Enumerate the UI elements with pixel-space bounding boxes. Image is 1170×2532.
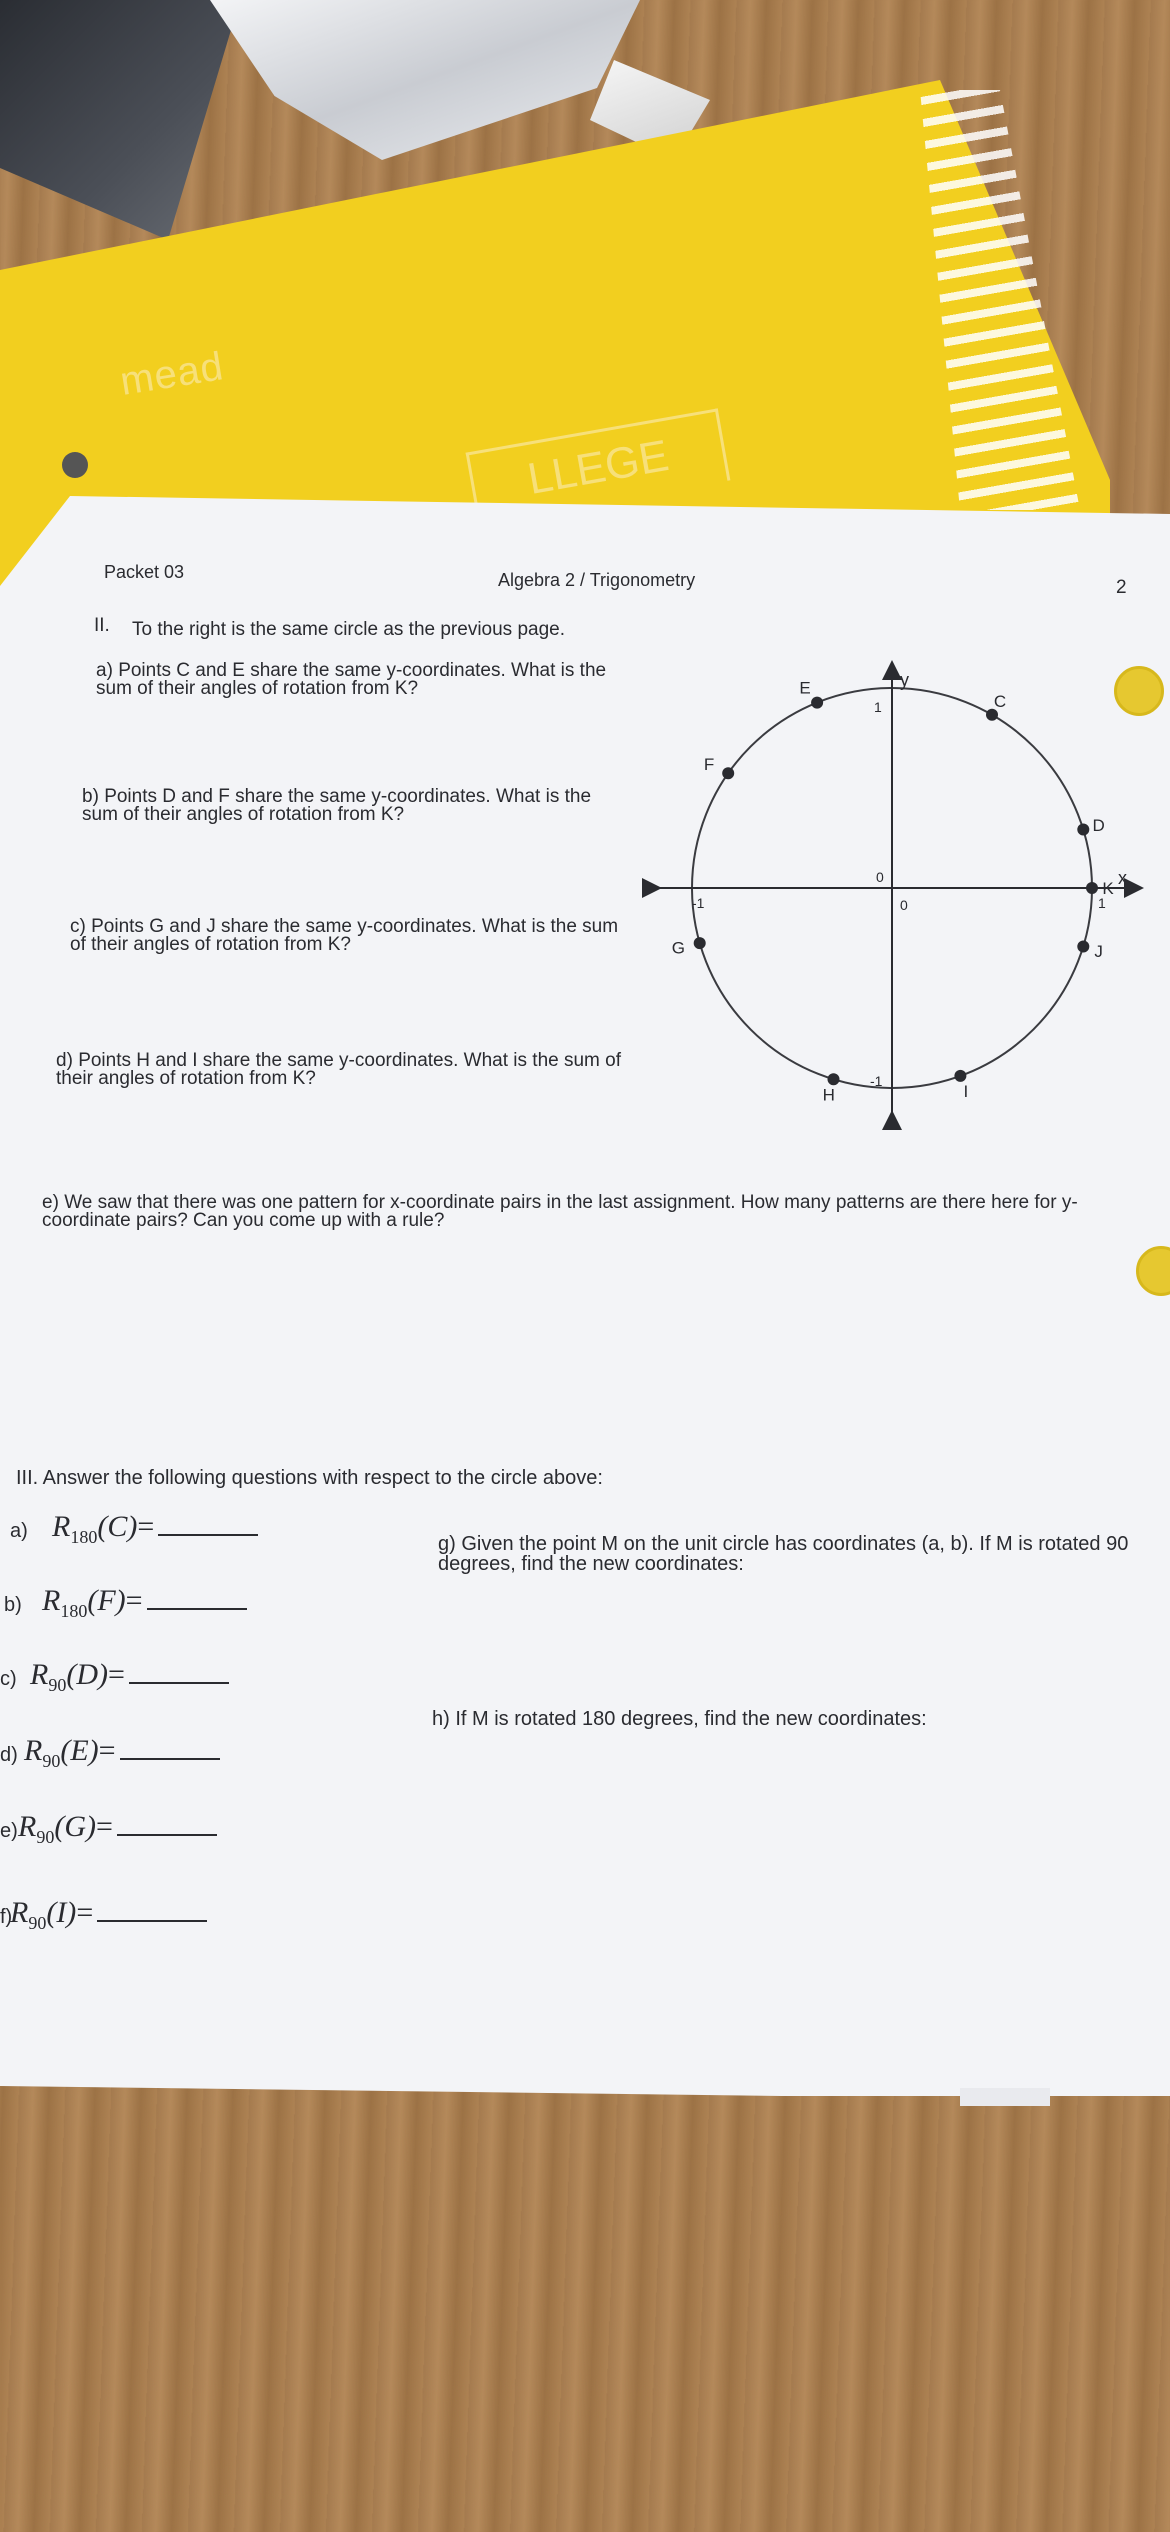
question-e [42,1194,1122,1230]
rotation-symbol: R [42,1584,61,1617]
equals-sign: = [137,1510,155,1543]
tick-pos-y: 1 [874,699,882,715]
rotation-angle: 180 [70,1527,98,1547]
point-d-label: D [1092,815,1105,835]
equals-sign: = [76,1896,94,1929]
rotation-expression [52,1510,258,1548]
answer-blank[interactable] [120,1756,220,1760]
equals-sign: = [107,1658,125,1691]
origin-label: 0 [900,897,908,913]
crumpled-paper [210,0,640,160]
question-text: We saw that there was one pattern for x-coordinate pairs in the last assignment. How many patterns are there here for y-coordinate pairs? Can you come up with a rule? [42,1192,1078,1231]
rotation-symbol: R [30,1658,49,1691]
rotation-expression [18,1810,217,1848]
rotation-point: (D) [66,1658,108,1691]
dark-object [0,0,240,240]
question-label: b) [82,786,99,807]
question-c [70,918,630,954]
rotation-symbol: R [24,1734,43,1767]
question-h: h) If M is rotated 180 degrees, find the new coordinates: [432,1708,927,1730]
rotation-symbol: R [10,1896,29,1929]
answer-blank[interactable] [147,1606,247,1610]
point-d-marker [1077,824,1089,836]
point-f-marker [722,767,734,779]
course-title: Algebra 2 / Trigonometry [498,570,696,590]
section-two-intro: To the right is the same circle as the previous page. [132,619,566,640]
answer-blank[interactable] [97,1918,207,1922]
packet-label: Packet 03 [104,562,185,582]
rotation-expression [24,1734,220,1772]
point-i-marker [954,1070,966,1082]
tick-neg-x: -1 [692,895,705,911]
point-j-label: J [1094,942,1103,962]
rotation-angle: 90 [42,1751,61,1771]
rotation-label: b) [4,1594,22,1616]
section-three-heading: III. Answer the following questions with respect to the circle above: [16,1467,603,1489]
point-e-label: E [799,678,811,698]
rotation-point: (I) [46,1896,77,1929]
rotation-label: a) [10,1520,28,1542]
tick-pos-x: 1 [1098,895,1106,911]
x-axis-label: x [1118,868,1127,888]
notebook-brand-logo: mead [117,344,227,404]
rotation-point: (G) [54,1810,96,1843]
question-label: c) [70,916,86,937]
rotation-angle: 90 [28,1913,47,1933]
point-g-label: G [671,938,686,958]
question-text: Points C and E share the same y-coordinates. What is the sum of their angles of rotation from K? [96,660,607,699]
rotation-angle: 180 [60,1601,88,1621]
answer-blank[interactable] [158,1532,258,1536]
origin-label: 0 [876,869,884,885]
point-i-label: I [963,1082,969,1101]
rotation-label: f) [0,1906,13,1928]
rotation-symbol: R [18,1810,37,1843]
point-c-label: C [993,691,1007,711]
point-k-label: K [1102,879,1114,898]
question-text: Points H and I share the same y-coordinates. What is the sum of their angles of rotation from K? [56,1050,621,1089]
rotation-point: (F) [87,1584,126,1617]
question-b [82,788,612,824]
answer-blank[interactable] [129,1680,229,1684]
equals-sign: = [98,1734,116,1767]
question-label: e) [42,1192,59,1213]
rotation-symbol: R [52,1510,71,1543]
question-label: a) [96,660,113,681]
circle-points [672,679,1115,1105]
rotation-expression [30,1658,229,1696]
question-g: g) Given the point M on the unit circle has coordinates (a, b). If M is rotated 90 degrees, find the new coordinates: [438,1533,1129,1575]
rotation-angle: 90 [36,1827,55,1847]
notebook-ring [62,452,88,478]
tick-neg-y: -1 [870,1073,883,1089]
unit-circle-diagram [630,660,1150,1140]
y-axis-label: y [900,670,909,690]
point-h-label: H [822,1085,835,1105]
answer-blank[interactable] [117,1832,217,1836]
question-d [56,1052,626,1088]
section-two-marker: II. [94,615,110,636]
rotation-expression [10,1896,207,1934]
equals-sign: = [95,1810,113,1843]
point-k-marker [1086,882,1098,894]
rotation-label: d) [0,1744,18,1766]
point-j-marker [1077,941,1089,953]
worksheet-torn-edge [960,2088,1050,2106]
equals-sign: = [125,1584,143,1617]
notebook-cover-label: LLEGE [466,408,731,524]
rotation-point: (C) [97,1510,138,1543]
question-label: d) [56,1050,73,1071]
rotation-label: c) [0,1668,17,1690]
question-a [96,662,616,698]
rotation-angle: 90 [48,1675,67,1695]
rotation-expression [42,1584,247,1622]
question-text: Points G and J share the same y-coordinates. What is the sum of their angles of rotation from K? [70,916,619,955]
point-h-marker [828,1073,840,1085]
rotation-point: (E) [60,1734,99,1767]
page-number: 2 [1116,577,1127,598]
rotation-label: e) [0,1820,18,1842]
question-text: Points D and F share the same y-coordinates. What is the sum of their angles of rotation from K? [82,786,592,825]
point-g-marker [694,937,706,949]
point-f-label: F [703,755,715,775]
point-e-marker [811,697,823,709]
